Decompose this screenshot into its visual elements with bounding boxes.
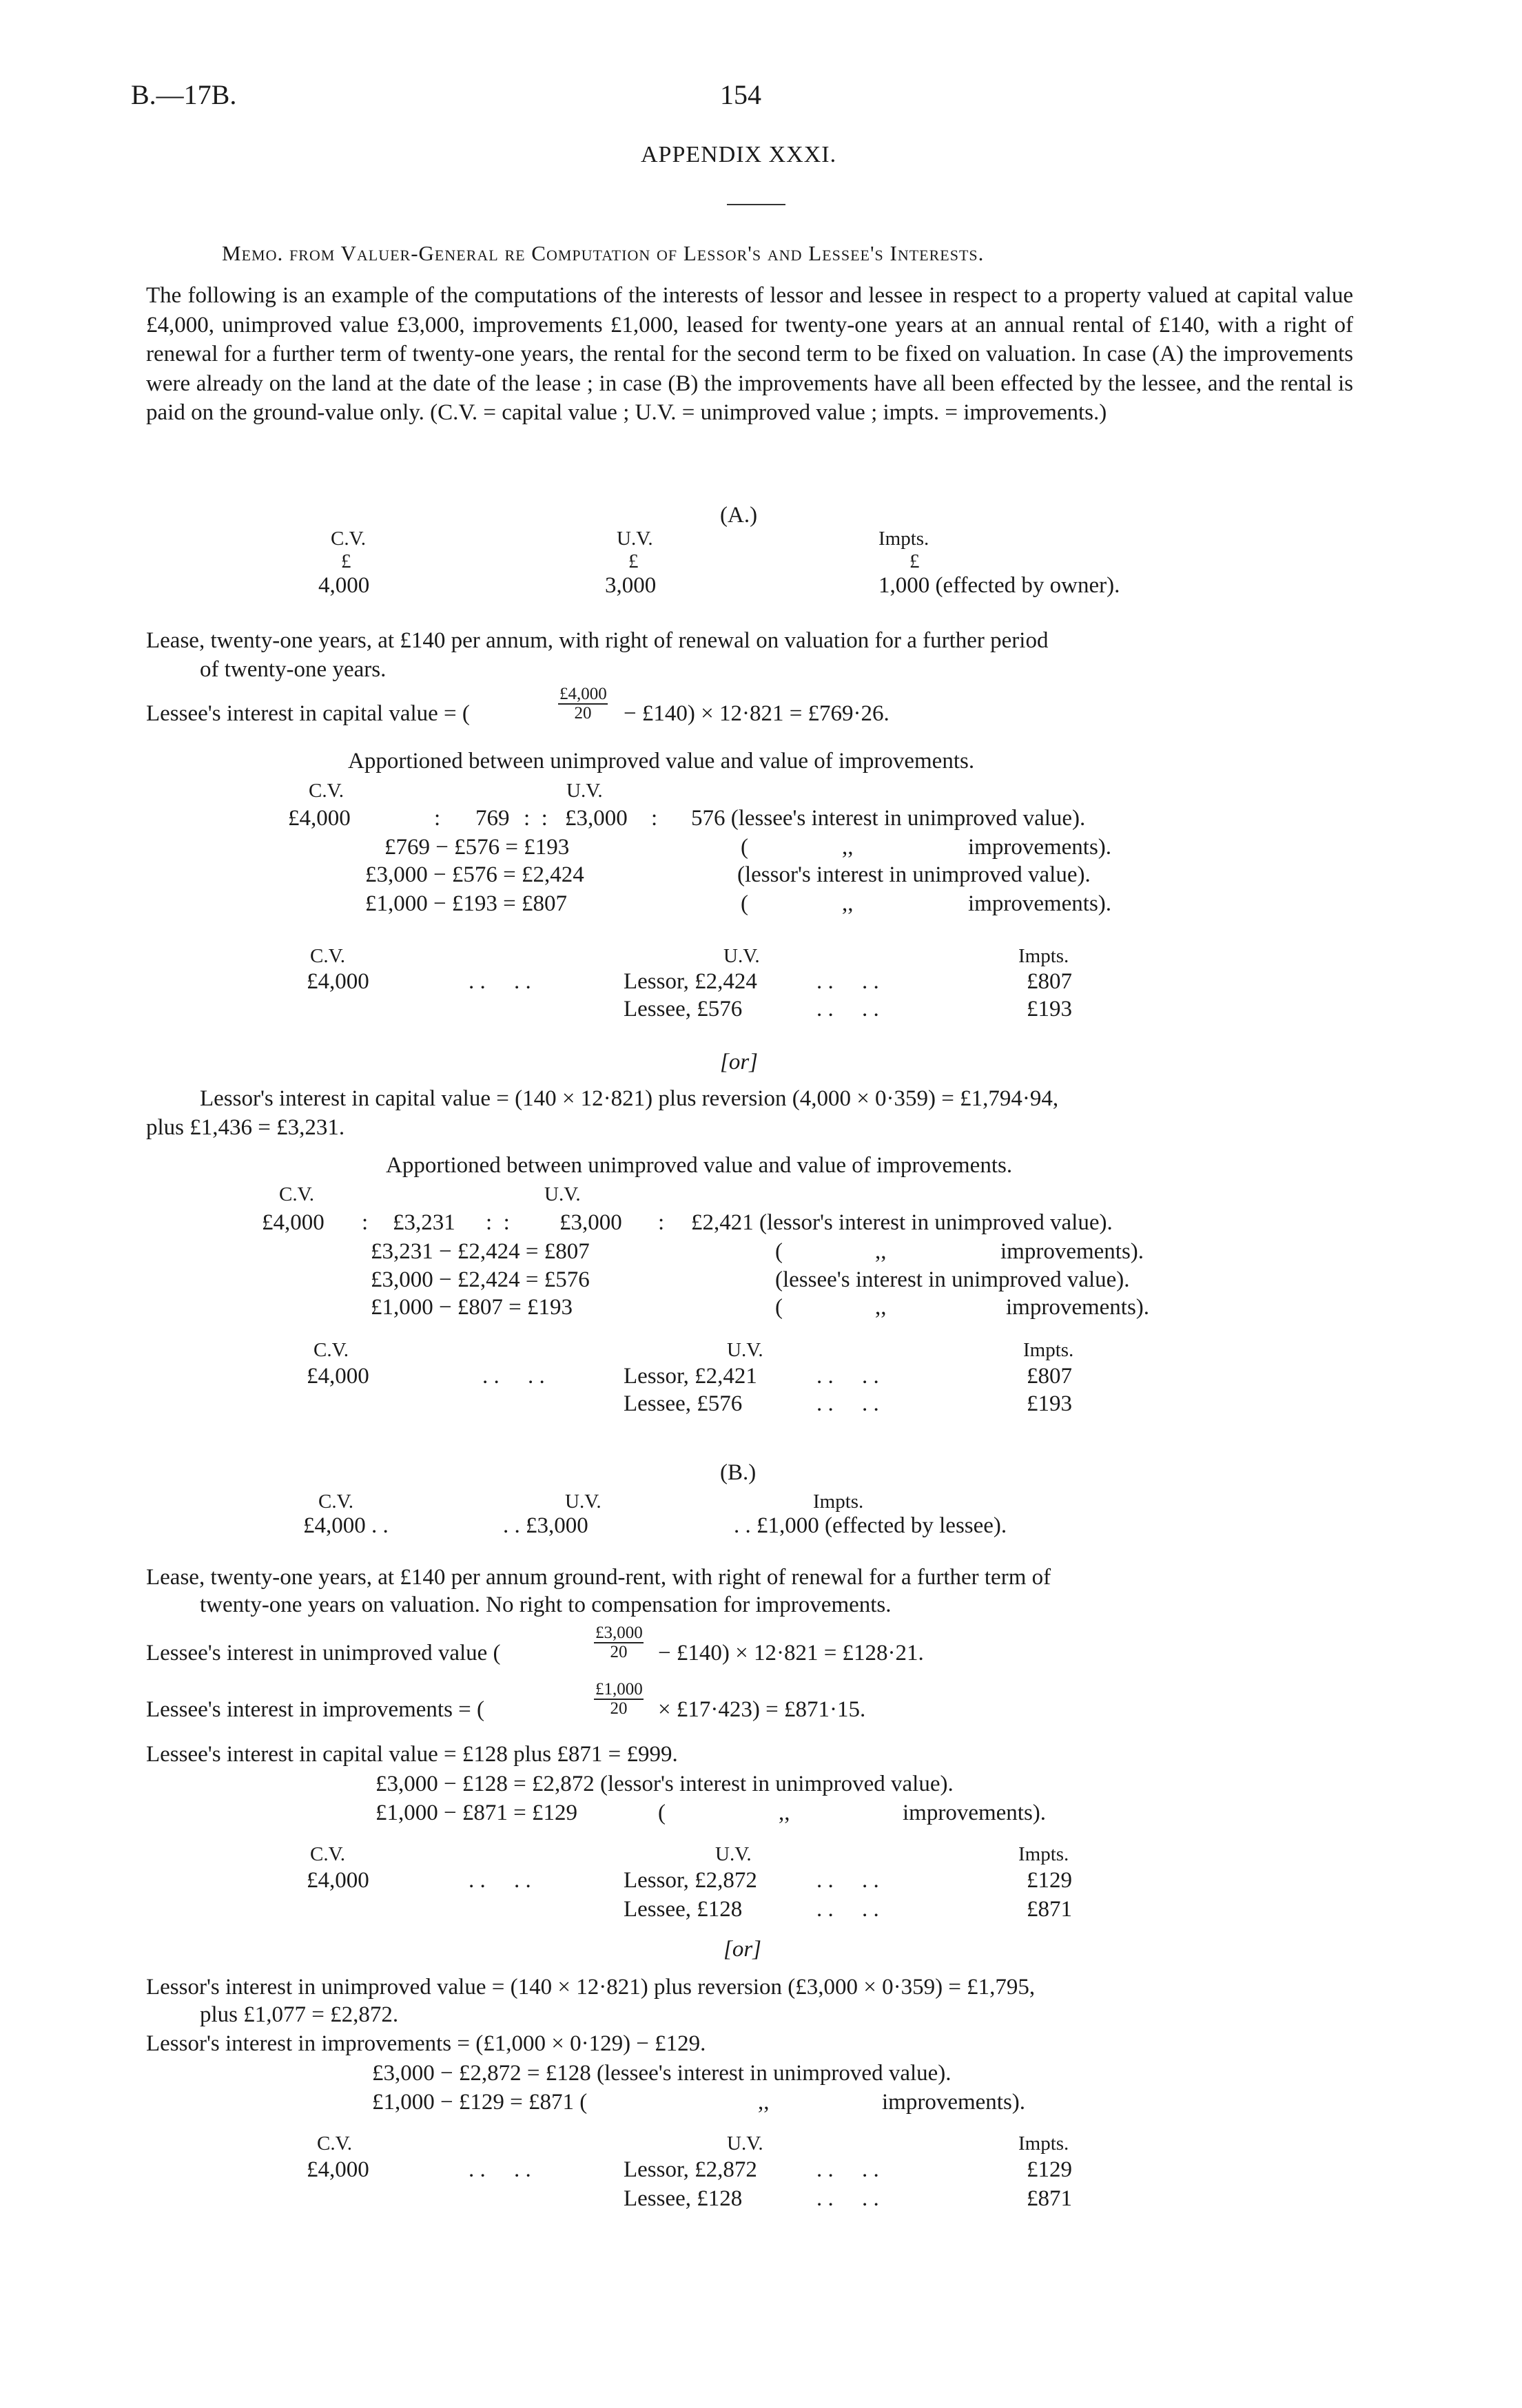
- case-b-uv-head: U.V.: [565, 1491, 601, 1513]
- case-a-cv-head: C.V.: [331, 528, 367, 550]
- table-row-name: Lessee, £576: [624, 1391, 743, 1416]
- calc-desc: improvements).: [1000, 1239, 1144, 1264]
- case-b-calc-line: Lessee's interest in capital value = £128 plus £871 = £999.: [146, 1742, 678, 1767]
- table-uv-head: U.V.: [715, 1843, 752, 1865]
- case-a-impts-value: 1,000 (effected by owner).: [878, 573, 1120, 598]
- ratio-uv-head: U.V.: [544, 1183, 581, 1205]
- case-a-impts-head: Impts.: [878, 528, 929, 550]
- table-row-impts: £129: [1027, 1868, 1072, 1893]
- case-b-calc-post: − £140) × 12·821 = £128·21.: [658, 1641, 924, 1665]
- calc-line: £3,000 − £576 = £2,424: [365, 862, 584, 887]
- ditto-mark: ,,: [758, 2090, 770, 2115]
- ratio-sep: :: [434, 806, 441, 831]
- ditto-mark: ,,: [842, 891, 854, 916]
- fraction: [594, 1624, 644, 1661]
- page-number: 154: [720, 79, 761, 110]
- calc-bracket: (lessee's interest in unimproved value).: [775, 1267, 1130, 1292]
- table-cv-value: £4,000: [307, 1364, 369, 1389]
- case-b-calc-pre: Lessee's interest in improvements = (: [146, 1697, 485, 1722]
- case-a-lease-line: of twenty-one years.: [200, 657, 387, 682]
- fraction: [594, 1681, 644, 1718]
- ditto-mark: ,,: [779, 1800, 790, 1825]
- ratio-uv-value: £3,000: [565, 806, 628, 831]
- table-cv-value: £4,000: [307, 1868, 369, 1893]
- alt-calc-line: Lessor's interest in unimproved value = (140 × 12·821) plus reversion (£3,000 × 0·359) = £1,795,: [146, 1975, 1036, 2000]
- calc-line: £1,000 − £193 = £807: [365, 891, 567, 916]
- table-leaders: . . . .: [469, 969, 531, 994]
- case-b-impts-value: . . £1,000 (effected by lessee).: [734, 1513, 1007, 1538]
- fraction-denominator: 20: [610, 1643, 628, 1661]
- memo-title: Memo. from Valuer-General re Computation of Lessor's and Lessee's Interests.: [222, 241, 985, 265]
- table-cv-value: £4,000: [307, 969, 369, 994]
- table-impts-head: Impts.: [1018, 1843, 1069, 1865]
- table-cv-head: C.V.: [313, 1339, 349, 1361]
- or-divider: [or]: [720, 1050, 759, 1075]
- case-a-uv-head: U.V.: [617, 528, 653, 550]
- ratio-cv-head: C.V.: [309, 780, 344, 802]
- calc-desc: improvements).: [1006, 1295, 1150, 1320]
- case-a-calc-pre: Lessee's interest in capital value = (: [146, 701, 470, 726]
- case-b-impts-head: Impts.: [813, 1491, 864, 1513]
- case-b-calc-post: × £17·423) = £871·15.: [658, 1697, 866, 1722]
- table-row-impts: £807: [1027, 1364, 1072, 1389]
- calc-bracket: (: [775, 1239, 783, 1264]
- calc-line: £769 − £576 = £193: [384, 835, 570, 860]
- case-b-cv-value: £4,000 . .: [303, 1513, 389, 1538]
- fraction-numerator: £4,000: [559, 685, 607, 703]
- calc-line: £3,231 − £2,424 = £807: [371, 1239, 590, 1264]
- table-leaders: . . . .: [482, 1364, 545, 1389]
- page-ref: B.—17B.: [131, 79, 237, 110]
- intro-paragraph: The following is an example of the computations of the interests of lessor and lessee in respect to a property valued at capital value £4,000, unimproved value £3,000, improvements £1,000, leased for twenty-one years at an annual rental of £140, with a right of renewal for a further term of twenty-one years, the rental for the second term to be fixed on valuation. In case (A) the improvements were already on the land at the date of the lease ; in case (B) the improvements have all been effected by the lessee, and the rental is paid on the ground-value only. (C.V. = capital value ; U.V. = unimproved value ; impts. = improvements.): [146, 283, 1353, 425]
- table-leaders: . . . .: [816, 1868, 879, 1893]
- table-leaders: . . . .: [816, 969, 879, 994]
- table-impts-head: Impts.: [1018, 2132, 1069, 2155]
- fraction-numerator: £3,000: [595, 1623, 643, 1642]
- table-cv-head: C.V.: [317, 2132, 353, 2155]
- calc-line: £1,000 − £871 = £129: [376, 1800, 577, 1825]
- table-leaders: . . . .: [816, 2157, 879, 2182]
- calc-line: £3,000 − £128 = £2,872 (lessor's interest in unimproved value).: [376, 1772, 954, 1796]
- case-b-lease-line: twenty-one years on valuation. No right to compensation for improvements.: [200, 1592, 892, 1617]
- table-row-impts: £129: [1027, 2157, 1072, 2182]
- table-row-impts: £193: [1027, 1391, 1072, 1416]
- calc-bracket: (: [741, 835, 748, 860]
- table-cv-head: C.V.: [310, 1843, 346, 1865]
- ratio-result: £2,421 (lessor's interest in unimproved value).: [691, 1210, 1113, 1235]
- ratio-lessor: £3,231: [393, 1210, 455, 1235]
- case-b-calc-pre: Lessee's interest in unimproved value (: [146, 1641, 501, 1665]
- ditto-mark: ,,: [842, 835, 854, 860]
- calc-line: £3,000 − £2,424 = £576: [371, 1267, 590, 1292]
- case-a-lease-line: Lease, twenty-one years, at £140 per annum, with right of renewal on valuation for a further period: [146, 628, 1049, 653]
- fraction-denominator: 20: [610, 1699, 628, 1718]
- case-a-calc-post: − £140) × 12·821 = £769·26.: [624, 701, 889, 726]
- case-a-apportioned-2: Apportioned between unimproved value and value of improvements.: [386, 1153, 1013, 1178]
- table-row-name: Lessee, £128: [624, 2186, 743, 2211]
- alt-calc-line: plus £1,436 = £3,231.: [146, 1115, 345, 1140]
- calc-bracket: (: [658, 1800, 666, 1825]
- pound-sign: £: [341, 550, 351, 572]
- fraction-denominator: 20: [574, 704, 592, 723]
- ratio-result: 576 (lessee's interest in unimproved value).: [691, 806, 1086, 831]
- fraction-numerator: £1,000: [595, 1680, 643, 1699]
- ditto-mark: ,,: [875, 1295, 887, 1320]
- alt-calc-line: Lessor's interest in capital value = (140 × 12·821) plus reversion (4,000 × 0·359) = £1,794·94,: [200, 1086, 1059, 1111]
- ratio-sep: : :: [486, 1210, 510, 1235]
- pound-sign: £: [628, 550, 639, 572]
- ratio-lessee: 769: [475, 806, 510, 831]
- ratio-uv-value: £3,000: [559, 1210, 622, 1235]
- calc-desc: improvements).: [968, 891, 1112, 916]
- or-divider: [or]: [723, 1937, 762, 1962]
- table-row-impts: £807: [1027, 969, 1072, 994]
- case-b-lease-line: Lease, twenty-one years, at £140 per annum ground-rent, with right of renewal for a further term of: [146, 1565, 1051, 1590]
- calc-desc: improvements).: [968, 835, 1112, 860]
- calc-bracket: (lessor's interest in unimproved value).: [737, 862, 1091, 887]
- table-row-name: Lessee, £576: [624, 997, 743, 1021]
- ratio-cv-value: £4,000: [262, 1210, 325, 1235]
- ratio-sep: : :: [524, 806, 548, 831]
- ratio-uv-head: U.V.: [566, 780, 603, 802]
- table-leaders: . . . .: [816, 1364, 879, 1389]
- pound-sign: £: [909, 550, 920, 572]
- table-leaders: . . . .: [816, 1391, 879, 1416]
- table-leaders: . . . .: [816, 1897, 879, 1922]
- case-b-cv-head: C.V.: [318, 1491, 354, 1513]
- case-b-uv-value: . . £3,000: [503, 1513, 588, 1538]
- table-row-impts: £193: [1027, 997, 1072, 1021]
- table-row-name: Lessor, £2,872: [624, 2157, 757, 2182]
- table-leaders: . . . .: [469, 2157, 531, 2182]
- calc-line: £1,000 − £129 = £871 (: [372, 2090, 588, 2115]
- calc-line: £3,000 − £2,872 = £128 (lessee's interest in unimproved value).: [372, 2061, 952, 2086]
- alt-calc-line: plus £1,077 = £2,872.: [200, 2002, 399, 2027]
- table-cv-value: £4,000: [307, 2157, 369, 2182]
- ratio-sep: :: [658, 1210, 665, 1235]
- calc-line: £1,000 − £807 = £193: [371, 1295, 573, 1320]
- table-cv-head: C.V.: [310, 945, 346, 967]
- table-row-name: Lessor, £2,424: [624, 969, 757, 994]
- table-leaders: . . . .: [469, 1868, 531, 1893]
- calc-desc: improvements).: [882, 2090, 1026, 2115]
- case-a-apportioned: Apportioned between unimproved value and value of improvements.: [348, 749, 975, 774]
- table-impts-head: Impts.: [1023, 1339, 1074, 1361]
- ratio-sep: :: [362, 1210, 369, 1235]
- ratio-sep: :: [651, 806, 658, 831]
- table-uv-head: U.V.: [727, 1339, 763, 1361]
- appendix-title: APPENDIX XXXI.: [641, 142, 837, 167]
- table-row-impts: £871: [1027, 1897, 1072, 1922]
- calc-bracket: (: [741, 891, 748, 916]
- table-row-name: Lessor, £2,421: [624, 1364, 757, 1389]
- table-leaders: . . . .: [816, 997, 879, 1021]
- table-row-impts: £871: [1027, 2186, 1072, 2211]
- case-a-cv-value: 4,000: [318, 573, 370, 598]
- table-impts-head: Impts.: [1018, 945, 1069, 967]
- title-rule: [727, 204, 785, 205]
- case-a-label: (A.): [720, 503, 758, 528]
- case-a-uv-value: 3,000: [605, 573, 657, 598]
- case-b-label: (B.): [720, 1460, 757, 1485]
- table-uv-head: U.V.: [723, 945, 760, 967]
- ratio-cv-head: C.V.: [279, 1183, 315, 1205]
- table-leaders: . . . .: [816, 2186, 879, 2211]
- calc-desc: improvements).: [903, 1800, 1047, 1825]
- table-row-name: Lessor, £2,872: [624, 1868, 757, 1893]
- alt-calc-line: Lessor's interest in improvements = (£1,000 × 0·129) − £129.: [146, 2031, 706, 2056]
- calc-bracket: (: [775, 1295, 783, 1320]
- table-uv-head: U.V.: [727, 2132, 763, 2155]
- table-row-name: Lessee, £128: [624, 1897, 743, 1922]
- ditto-mark: ,,: [875, 1239, 887, 1264]
- ratio-cv-value: £4,000: [288, 806, 351, 831]
- fraction: [558, 685, 608, 723]
